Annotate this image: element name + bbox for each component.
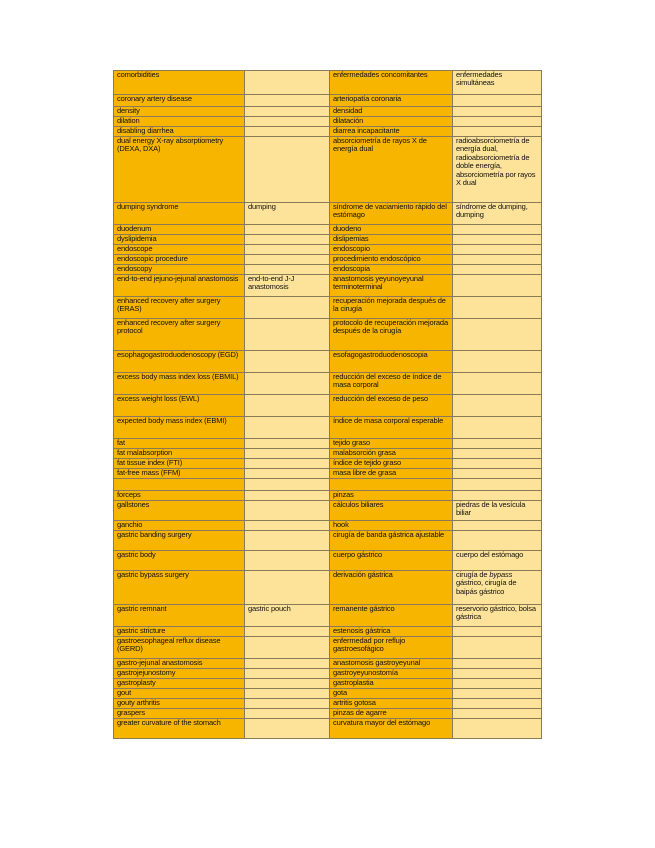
spanish-synonym-cell: [453, 297, 542, 319]
table-row: [114, 95, 542, 107]
spanish-term-cell: [330, 479, 453, 491]
spanish-term-cell: dilatación: [330, 117, 453, 127]
spanish-term-cell: estenosis gástrica: [330, 627, 453, 637]
english-synonym-cell: end-to-end J-J anastomosis: [245, 275, 330, 297]
table-row: [114, 449, 542, 459]
table-row: [114, 319, 542, 351]
spanish-term-cell: índice de masa corporal esperable: [330, 417, 453, 439]
english-term-cell: dyslipidemia: [114, 235, 245, 245]
table-row: [114, 501, 542, 521]
english-term-cell: gout: [114, 689, 245, 699]
spanish-synonym-cell: piedras de la vesícula biliar: [453, 501, 542, 521]
spanish-term-cell: densidad: [330, 107, 453, 117]
table-row: [114, 659, 542, 669]
spanish-term-cell: arteriopatía coronaria: [330, 95, 453, 107]
spanish-synonym-cell: [453, 245, 542, 255]
english-term-cell: gastric banding surgery: [114, 531, 245, 551]
english-term-cell: end-to-end jejuno-jejunal anastomosis: [114, 275, 245, 297]
table-row: [114, 637, 542, 659]
english-synonym-cell: [245, 449, 330, 459]
table-row: [114, 605, 542, 627]
english-synonym-cell: [245, 627, 330, 637]
spanish-term-cell: malabsorción grasa: [330, 449, 453, 459]
english-term-cell: [114, 479, 245, 491]
spanish-term-cell: dislipemias: [330, 235, 453, 245]
english-synonym-cell: [245, 439, 330, 449]
english-synonym-cell: [245, 659, 330, 669]
english-synonym-cell: [245, 245, 330, 255]
spanish-term-cell: diarrea incapacitante: [330, 127, 453, 137]
spanish-synonym-cell: [453, 439, 542, 449]
english-term-cell: expected body mass index (EBMI): [114, 417, 245, 439]
spanish-term-cell: endoscopio: [330, 245, 453, 255]
table-row: [114, 265, 542, 275]
english-synonym-cell: [245, 235, 330, 245]
spanish-synonym-cell: [453, 255, 542, 265]
table-row: [114, 719, 542, 739]
spanish-term-cell: absorciometría de rayos X de energía dual: [330, 137, 453, 203]
english-term-cell: gastric body: [114, 551, 245, 571]
spanish-term-cell: artritis gotosa: [330, 699, 453, 709]
english-synonym-cell: [245, 351, 330, 373]
spanish-synonym-cell: [453, 669, 542, 679]
english-term-cell: dumping syndrome: [114, 203, 245, 225]
english-term-cell: duodenum: [114, 225, 245, 235]
english-synonym-cell: gastric pouch: [245, 605, 330, 627]
english-term-cell: dual energy X-ray absorptiometry (DEXA, DXA): [114, 137, 245, 203]
table-row: [114, 373, 542, 395]
table-row: [114, 255, 542, 265]
spanish-term-cell: pinzas de agarre: [330, 709, 453, 719]
spanish-term-cell: índice de tejido graso: [330, 459, 453, 469]
english-synonym-cell: [245, 699, 330, 709]
spanish-synonym-cell: [453, 521, 542, 531]
table-row: [114, 479, 542, 491]
english-synonym-cell: [245, 479, 330, 491]
english-synonym-cell: [245, 117, 330, 127]
english-term-cell: coronary artery disease: [114, 95, 245, 107]
english-synonym-cell: dumping: [245, 203, 330, 225]
english-term-cell: gastric bypass surgery: [114, 571, 245, 605]
table-row: [114, 689, 542, 699]
english-synonym-cell: [245, 265, 330, 275]
spanish-term-cell: pinzas: [330, 491, 453, 501]
spanish-term-cell: endoscopia: [330, 265, 453, 275]
spanish-synonym-cell: [453, 709, 542, 719]
table-row: [114, 137, 542, 203]
english-term-cell: excess body mass index loss (EBMIL): [114, 373, 245, 395]
english-synonym-cell: [245, 319, 330, 351]
english-synonym-cell: [245, 679, 330, 689]
spanish-synonym-cell: radioabsorciometría de energía dual, radioabsorciometría de doble energía, absorciometría por rayos X dual: [453, 137, 542, 203]
spanish-term-cell: recuperación mejorada después de la cirugía: [330, 297, 453, 319]
spanish-term-cell: enfermedades concomitantes: [330, 71, 453, 95]
english-term-cell: enhanced recovery after surgery protocol: [114, 319, 245, 351]
english-term-cell: ganchio: [114, 521, 245, 531]
english-term-cell: enhanced recovery after surgery (ERAS): [114, 297, 245, 319]
spanish-term-cell: enfermedad por reflujo gastroesofágico: [330, 637, 453, 659]
english-synonym-cell: [245, 255, 330, 265]
english-synonym-cell: [245, 297, 330, 319]
english-synonym-cell: [245, 225, 330, 235]
spanish-term-cell: anastomosis yeyunoyeyunal terminoterminal: [330, 275, 453, 297]
spanish-term-cell: esofagogastroduodenoscopia: [330, 351, 453, 373]
glossary-body: [114, 71, 542, 739]
table-row: [114, 469, 542, 479]
english-term-cell: gastroesophageal reflux disease (GERD): [114, 637, 245, 659]
english-term-cell: esophagogastroduodenoscopy (EGD): [114, 351, 245, 373]
english-synonym-cell: [245, 459, 330, 469]
english-term-cell: fat-free mass (FFM): [114, 469, 245, 479]
spanish-synonym-cell: [453, 127, 542, 137]
spanish-synonym-cell: [453, 417, 542, 439]
english-synonym-cell: [245, 395, 330, 417]
spanish-term-cell: gota: [330, 689, 453, 699]
spanish-term-cell: remanente gástrico: [330, 605, 453, 627]
english-synonym-cell: [245, 71, 330, 95]
table-row: [114, 531, 542, 551]
spanish-term-cell: cirugía de banda gástrica ajustable: [330, 531, 453, 551]
english-term-cell: gastric stricture: [114, 627, 245, 637]
english-term-cell: gastroplasty: [114, 679, 245, 689]
table-row: [114, 245, 542, 255]
english-synonym-cell: [245, 417, 330, 439]
table-row: [114, 551, 542, 571]
table-row: [114, 439, 542, 449]
spanish-synonym-cell: [453, 637, 542, 659]
english-term-cell: fat tissue index (FTI): [114, 459, 245, 469]
spanish-synonym-cell: [453, 373, 542, 395]
english-term-cell: gallstones: [114, 501, 245, 521]
spanish-synonym-cell: [453, 117, 542, 127]
spanish-synonym-cell: [453, 351, 542, 373]
english-term-cell: gastric remnant: [114, 605, 245, 627]
table-row: [114, 203, 542, 225]
table-row: [114, 127, 542, 137]
spanish-synonym-cell: [453, 469, 542, 479]
table-row: [114, 225, 542, 235]
table-row: [114, 491, 542, 501]
spanish-synonym-cell: [453, 319, 542, 351]
spanish-term-cell: gastroyeyunostomía: [330, 669, 453, 679]
english-synonym-cell: [245, 637, 330, 659]
english-term-cell: excess weight loss (EWL): [114, 395, 245, 417]
english-term-cell: fat: [114, 439, 245, 449]
glossary-table: [113, 70, 542, 739]
table-row: [114, 669, 542, 679]
table-row: [114, 417, 542, 439]
english-synonym-cell: [245, 137, 330, 203]
spanish-synonym-cell: cuerpo del estómago: [453, 551, 542, 571]
english-synonym-cell: [245, 95, 330, 107]
spanish-term-cell: protocolo de recuperación mejorada después de la cirugía: [330, 319, 453, 351]
table-row: [114, 395, 542, 417]
spanish-synonym-cell: síndrome de dumping, dumping: [453, 203, 542, 225]
english-term-cell: forceps: [114, 491, 245, 501]
english-synonym-cell: [245, 127, 330, 137]
table-row: [114, 699, 542, 709]
english-synonym-cell: [245, 373, 330, 395]
spanish-term-cell: síndrome de vaciamiento rápido del estómago: [330, 203, 453, 225]
english-term-cell: graspers: [114, 709, 245, 719]
spanish-synonym-cell: [453, 659, 542, 669]
spanish-synonym-cell: [453, 719, 542, 739]
table-row: [114, 709, 542, 719]
spanish-synonym-cell: enfermedades simultáneas: [453, 71, 542, 95]
spanish-term-cell: anastomosis gastroyeyunal: [330, 659, 453, 669]
spanish-synonym-cell: [453, 225, 542, 235]
table-row: [114, 297, 542, 319]
spanish-synonym-cell: [453, 449, 542, 459]
table-row: [114, 351, 542, 373]
spanish-synonym-cell: cirugía de bypass gástrico, cirugía de baipás gástrico: [453, 571, 542, 605]
table-row: [114, 627, 542, 637]
english-term-cell: endoscopic procedure: [114, 255, 245, 265]
spanish-synonym-cell: [453, 699, 542, 709]
spanish-term-cell: hook: [330, 521, 453, 531]
spanish-synonym-cell: reservorio gástrico, bolsa gástrica: [453, 605, 542, 627]
spanish-term-cell: derivación gástrica: [330, 571, 453, 605]
english-term-cell: gastrojejunostomy: [114, 669, 245, 679]
english-synonym-cell: [245, 571, 330, 605]
spanish-synonym-cell: [453, 479, 542, 491]
spanish-synonym-cell: [453, 265, 542, 275]
spanish-term-cell: gastroplastia: [330, 679, 453, 689]
table-row: [114, 235, 542, 245]
english-synonym-cell: [245, 501, 330, 521]
spanish-synonym-cell: [453, 689, 542, 699]
english-term-cell: greater curvature of the stomach: [114, 719, 245, 739]
english-term-cell: disabling diarrhea: [114, 127, 245, 137]
spanish-synonym-cell: [453, 531, 542, 551]
english-synonym-cell: [245, 469, 330, 479]
spanish-synonym-cell: [453, 459, 542, 469]
english-synonym-cell: [245, 719, 330, 739]
spanish-term-cell: curvatura mayor del estómago: [330, 719, 453, 739]
english-synonym-cell: [245, 531, 330, 551]
english-synonym-cell: [245, 689, 330, 699]
table-row: [114, 71, 542, 95]
table-row: [114, 275, 542, 297]
english-term-cell: endoscope: [114, 245, 245, 255]
english-term-cell: density: [114, 107, 245, 117]
spanish-term-cell: tejido graso: [330, 439, 453, 449]
english-term-cell: gastro-jejunal anastomosis: [114, 659, 245, 669]
spanish-term-cell: reducción del exceso de índice de masa corporal: [330, 373, 453, 395]
table-row: [114, 107, 542, 117]
table-row: [114, 117, 542, 127]
spanish-synonym-cell: [453, 395, 542, 417]
english-term-cell: dilation: [114, 117, 245, 127]
english-term-cell: comorbidities: [114, 71, 245, 95]
table-row: [114, 571, 542, 605]
table-row: [114, 679, 542, 689]
spanish-term-cell: procedimiento endoscópico: [330, 255, 453, 265]
spanish-synonym-cell: [453, 107, 542, 117]
spanish-term-cell: reducción del exceso de peso: [330, 395, 453, 417]
english-synonym-cell: [245, 491, 330, 501]
spanish-synonym-cell: [453, 679, 542, 689]
english-synonym-cell: [245, 107, 330, 117]
english-term-cell: fat malabsorption: [114, 449, 245, 459]
table-row: [114, 521, 542, 531]
spanish-synonym-cell: [453, 275, 542, 297]
spanish-synonym-cell: [453, 235, 542, 245]
english-term-cell: endoscopy: [114, 265, 245, 275]
spanish-term-cell: duodeno: [330, 225, 453, 235]
english-synonym-cell: [245, 551, 330, 571]
english-synonym-cell: [245, 709, 330, 719]
spanish-synonym-cell: [453, 95, 542, 107]
english-synonym-cell: [245, 521, 330, 531]
spanish-term-cell: masa libre de grasa: [330, 469, 453, 479]
spanish-term-cell: cálculos biliares: [330, 501, 453, 521]
english-term-cell: gouty arthritis: [114, 699, 245, 709]
spanish-term-cell: cuerpo gástrico: [330, 551, 453, 571]
english-synonym-cell: [245, 669, 330, 679]
table-row: [114, 459, 542, 469]
spanish-synonym-cell: [453, 627, 542, 637]
spanish-synonym-cell: [453, 491, 542, 501]
